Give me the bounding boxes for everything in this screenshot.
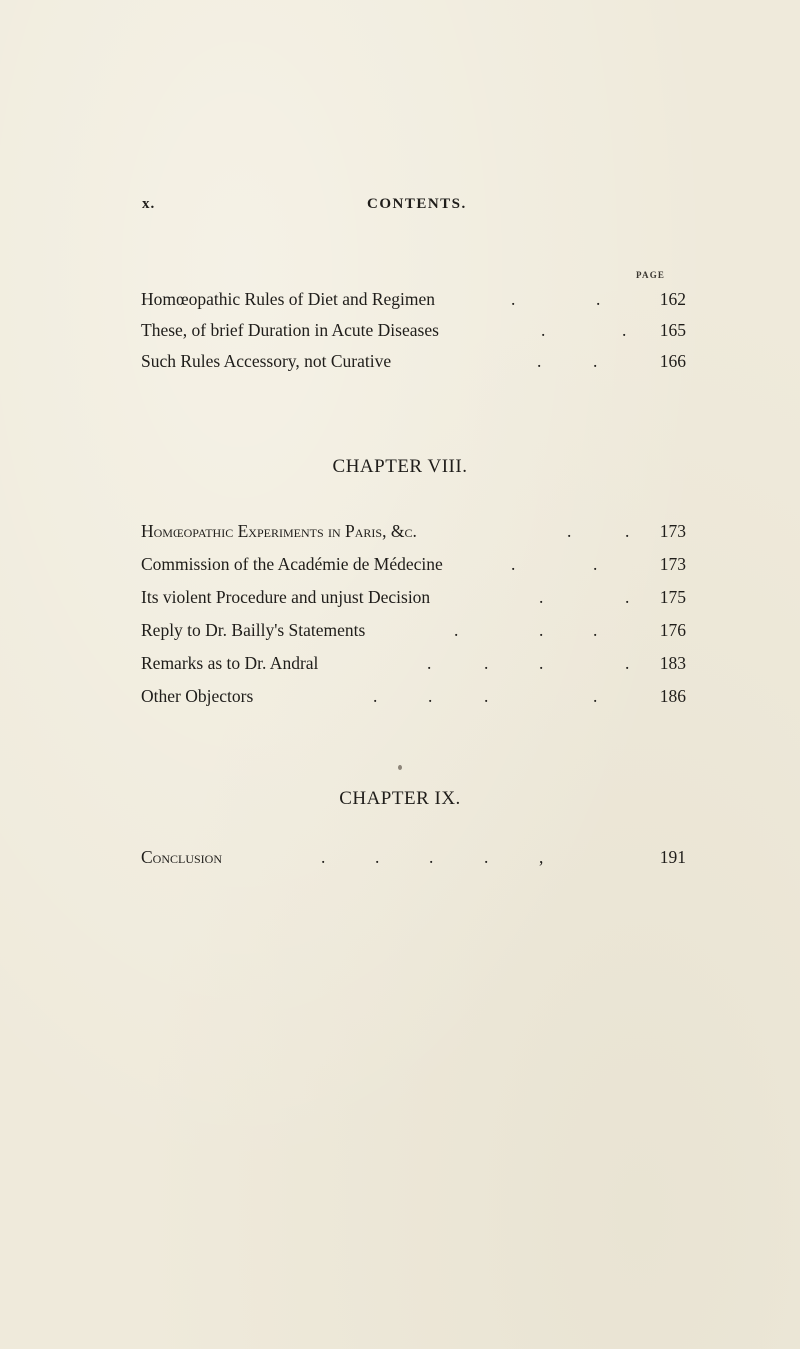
toc-entry: Other Objectors . . . . 186	[141, 686, 686, 706]
toc-entry: Homœopathic Rules of Diet and Regimen . . 162	[141, 289, 686, 309]
toc-entry-label: Other Objectors	[141, 686, 254, 706]
page-title: CONTENTS.	[367, 196, 467, 212]
page-folio: x.	[142, 196, 156, 212]
toc-entry-label: Reply to Dr. Bailly's Statements	[141, 620, 366, 640]
ink-mark	[398, 765, 402, 770]
toc-entry-label: Conclusion	[141, 847, 223, 867]
toc-entry: Conclusion . . . . , 191	[141, 847, 686, 867]
toc-entry-page: 165	[659, 320, 686, 340]
toc-entry-page: 173	[659, 554, 686, 574]
toc-entry-label: Remarks as to Dr. Andral	[141, 653, 319, 673]
toc-entry-page: 186	[659, 686, 686, 706]
toc-entry-label: Homœopathic Experiments in Paris, &c.	[141, 521, 417, 541]
toc-entry: Commission of the Académie de Médecine . . 173	[141, 554, 686, 574]
toc-entry-page: 162	[659, 289, 686, 309]
toc-entry-label: Its violent Procedure and unjust Decision	[141, 587, 431, 607]
toc-entry: Remarks as to Dr. Andral . . . . 183	[141, 653, 686, 673]
toc-entry-label: Such Rules Accessory, not Curative	[141, 351, 392, 371]
toc-entry-label: These, of brief Duration in Acute Diseases	[141, 320, 439, 340]
toc-entry-page: 191	[659, 847, 686, 867]
running-head	[0, 196, 800, 220]
toc-entry: Homœopathic Experiments in Paris, &c. . . 173	[141, 521, 686, 541]
toc-entry: Its violent Procedure and unjust Decision . . 175	[141, 587, 686, 607]
toc-entry-page: 175	[659, 587, 686, 607]
toc-entry: Such Rules Accessory, not Curative . . 166	[141, 351, 686, 371]
toc-entry-page: 166	[659, 351, 686, 371]
chapter-heading: CHAPTER IX.	[339, 788, 461, 809]
toc-entry: Reply to Dr. Bailly's Statements . . . 176	[141, 620, 686, 640]
toc-entry-page: 173	[659, 521, 686, 541]
page-column-label: PAGE	[636, 270, 666, 280]
toc-entry-page: 183	[659, 653, 686, 673]
toc-entry: These, of brief Duration in Acute Diseases . . 165	[141, 320, 686, 340]
chapter-heading: CHAPTER VIII.	[332, 456, 468, 477]
toc-entry-label: Commission of the Académie de Médecine	[141, 554, 443, 574]
toc-entry-page: 176	[659, 620, 686, 640]
toc-entry-label: Homœopathic Rules of Diet and Regimen	[141, 289, 436, 309]
